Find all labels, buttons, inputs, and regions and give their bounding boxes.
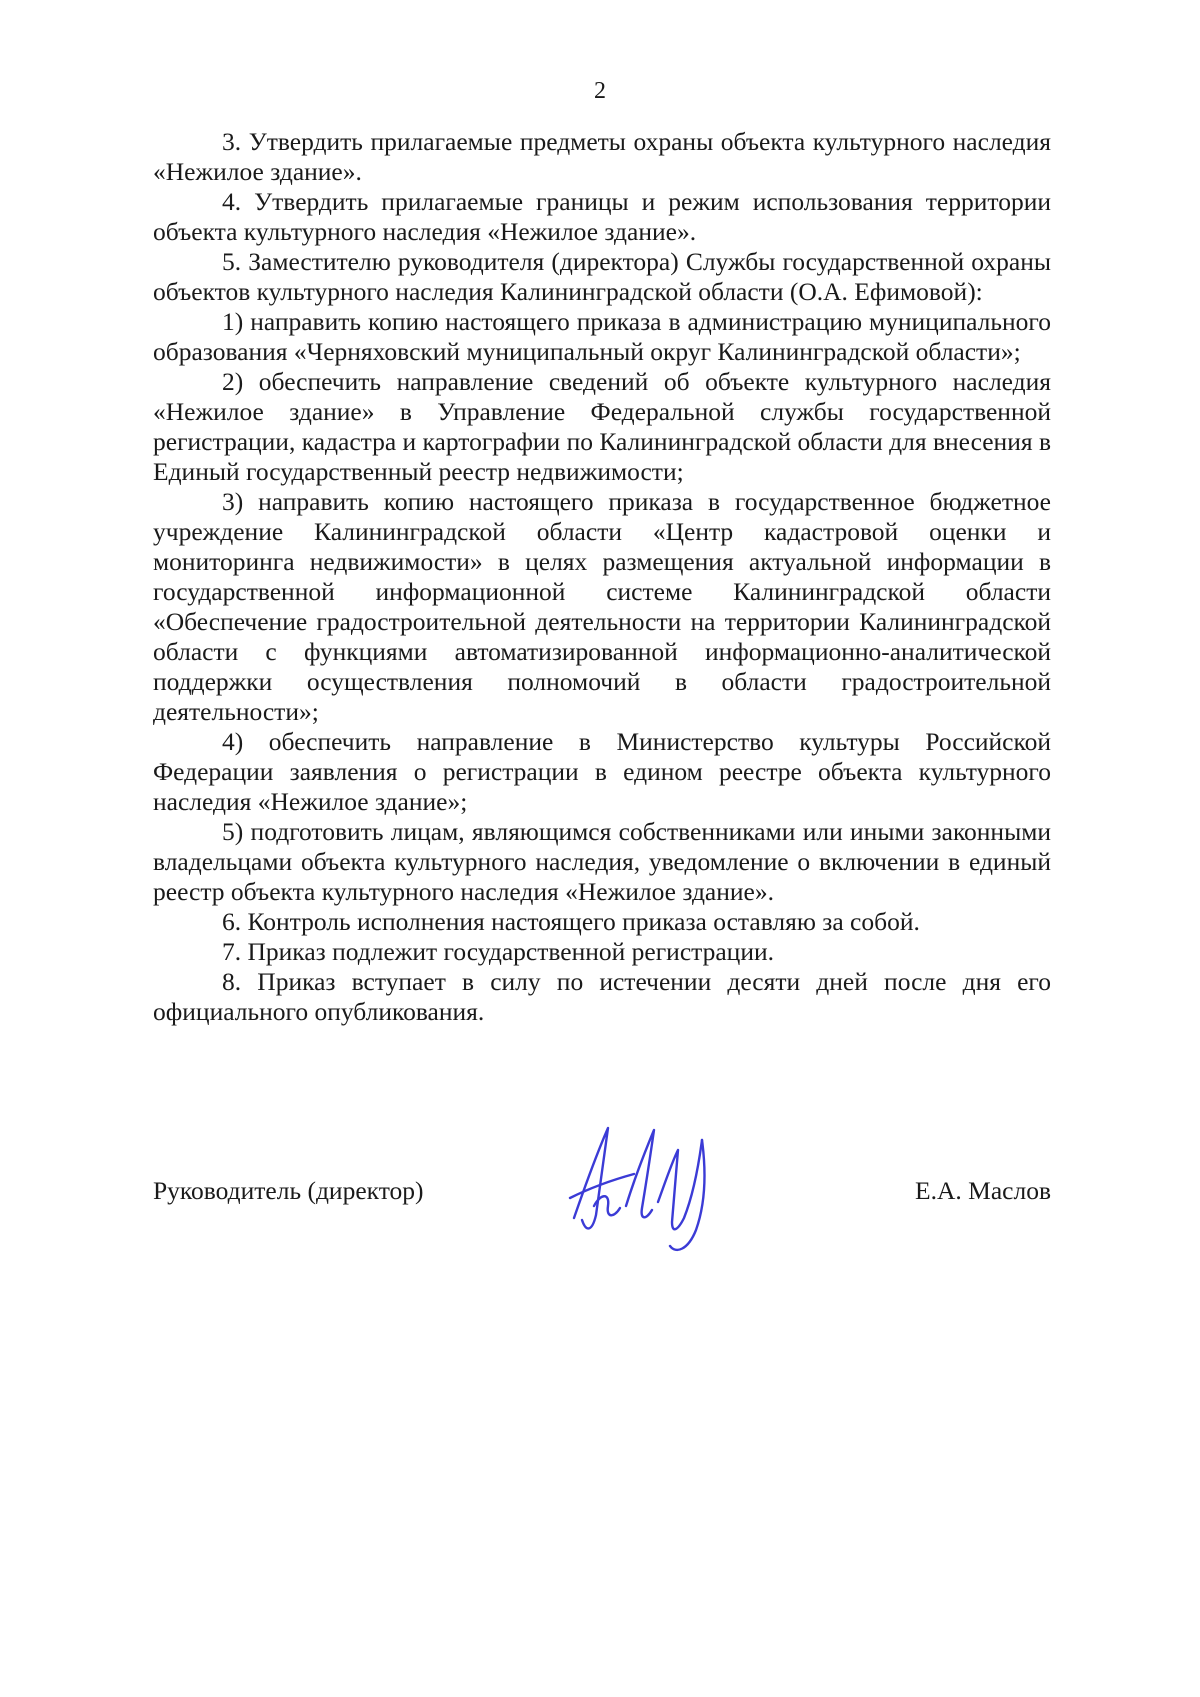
paragraph-item-4: 4. Утвердить прилагаемые границы и режим использования территории объекта культурного наследия «Нежилое здание».	[153, 187, 1051, 246]
signature-stroke	[574, 1128, 608, 1228]
signature-stroke	[658, 1140, 702, 1229]
subparagraph-item-5: 5) подготовить лицам, являющимся собственниками или иными законными владельцами объекта культурного наследия, уведомление о включении в единый реестр объекта культурного наследия «Нежилое здание».	[153, 817, 1051, 906]
paragraph-item-5: 5. Заместителю руководителя (директора) Службы государственной охраны объектов культурного наследия Калининградской области (О.А. Ефимовой):	[153, 247, 1051, 306]
signature-stroke	[626, 1130, 654, 1217]
paragraph-item-8: 8. Приказ вступает в силу по истечении десяти дней после дня его официального опубликования.	[153, 967, 1051, 1026]
signer-position: Руководитель (директор)	[153, 1176, 424, 1205]
signature-strokes	[570, 1128, 704, 1250]
signer-name: Е.А. Маслов	[915, 1176, 1051, 1205]
subparagraph-item-1: 1) направить копию настоящего приказа в администрацию муниципального образования «Черняховский муниципальный округ Калининградской области»;	[153, 307, 1051, 366]
paragraph-item-3: 3. Утвердить прилагаемые предметы охраны объекта культурного наследия «Нежилое здание».	[153, 127, 1051, 186]
page-number: 2	[594, 78, 606, 104]
subparagraph-item-3: 3) направить копию настоящего приказа в государственное бюджетное учреждение Калининградской области «Центр кадастровой оценки и мониторинга недвижимости» в целях размещения актуальной информации в государственной информационной системе Калининградской области «Обеспечение градостроительной деятельности на территории Калининградской области с функциями автоматизированной информационно-аналитической поддержки осуществления полномочий в области градостроительной деятельности»;	[153, 487, 1051, 726]
subparagraph-item-4: 4) обеспечить направление в Министерство культуры Российской Федерации заявления о регистрации в едином реестре объекта культурного наследия «Нежилое здание»;	[153, 727, 1051, 816]
handwritten-signature	[560, 1110, 730, 1270]
paragraph-item-6: 6. Контроль исполнения настоящего приказа оставляю за собой.	[222, 907, 920, 936]
paragraph-item-7: 7. Приказ подлежит государственной регистрации.	[222, 937, 774, 966]
document-body	[153, 127, 1051, 1027]
subparagraph-item-2: 2) обеспечить направление сведений об объекте культурного наследия «Нежилое здание» в Управление Федеральной службы государственной регистрации, кадастра и картографии по Калининградской области для внесения в Единый государственный реестр недвижимости;	[153, 367, 1051, 486]
